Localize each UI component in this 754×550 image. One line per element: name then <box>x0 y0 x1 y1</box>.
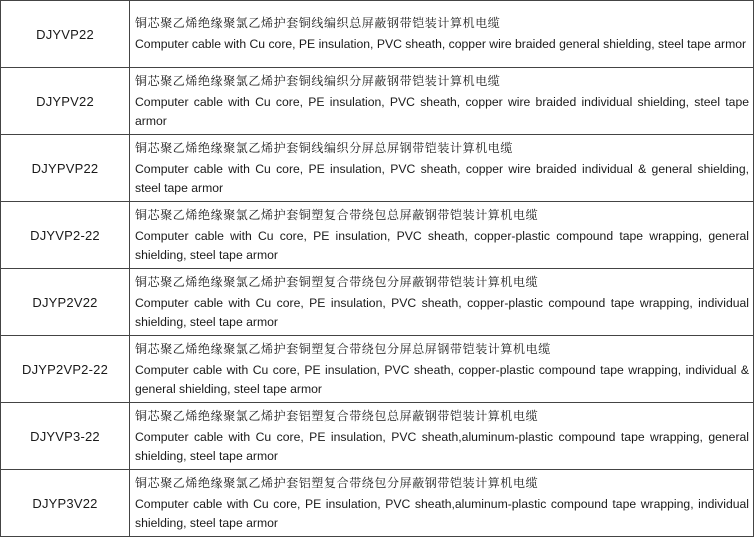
description-english: Computer cable with Cu core, PE insulation, PVC sheath, copper-plastic compound tape wrapping, individual & general shielding, steel tape armor <box>135 362 749 396</box>
description-chinese: 铜芯聚乙烯绝缘聚氯乙烯护套铜线编织分屏总屏钢带铠装计算机电缆 <box>135 140 514 155</box>
table-row <box>1 135 754 202</box>
model-code: DJYVP3-22 <box>1 403 130 470</box>
table-row <box>1 202 754 269</box>
table-row <box>1 403 754 470</box>
description-cell <box>130 470 754 537</box>
description-chinese: 铜芯聚乙烯绝缘聚氯乙烯护套铜线编织总屏蔽钢带铠装计算机电缆 <box>135 16 501 30</box>
model-code: DJYPV22 <box>1 68 130 135</box>
description-cell <box>130 68 754 135</box>
model-code: DJYP3V22 <box>1 470 130 537</box>
description-chinese: 铜芯聚乙烯绝缘聚氯乙烯护套铜塑复合带绕包分屏蔽钢带铠装计算机电缆 <box>135 274 539 289</box>
table-row <box>1 1 754 68</box>
table-row <box>1 68 754 135</box>
description-english: Computer cable with Cu core, PE insulation, PVC sheath,aluminum-plastic compound tape wrapping, general shielding, steel tape armor <box>135 429 749 463</box>
description-chinese: 铜芯聚乙烯绝缘聚氯乙烯护套铜塑复合带绕包分屏总屏钢带铠装计算机电缆 <box>135 341 551 356</box>
description-cell <box>130 135 754 202</box>
table-row <box>1 470 754 537</box>
description-english: Computer cable with Cu core, PE insulation, PVC sheath,aluminum-plastic compound tape wrapping, individual shielding, steel tape armor <box>135 496 749 530</box>
description-cell <box>130 1 754 68</box>
description-chinese: 铜芯聚乙烯绝缘聚氯乙烯护套铜塑复合带绕包总屏蔽钢带铠装计算机电缆 <box>135 207 539 222</box>
table-row <box>1 336 754 403</box>
description-chinese: 铜芯聚乙烯绝缘聚氯乙烯护套铜线编织分屏蔽钢带铠装计算机电缆 <box>135 73 501 88</box>
model-code: DJYP2VP2-22 <box>1 336 130 403</box>
model-code: DJYVP2-22 <box>1 202 130 269</box>
description-cell <box>130 269 754 336</box>
description-english: Computer cable with Cu core, PE insulation, PVC sheath, copper-plastic compound tape wrapping, individual shielding, steel tape armor <box>135 295 749 329</box>
description-chinese: 铜芯聚乙烯绝缘聚氯乙烯护套铝塑复合带绕包总屏蔽钢带铠装计算机电缆 <box>135 408 539 423</box>
model-code: DJYP2V22 <box>1 269 130 336</box>
description-english: Computer cable with Cu core, PE insulation, PVC sheath, copper wire braided general shielding, steel tape armor <box>135 37 747 51</box>
description-cell <box>130 202 754 269</box>
model-code: DJYPVP22 <box>1 135 130 202</box>
model-code: DJYVP22 <box>1 1 130 68</box>
description-english: Computer cable with Cu core, PE insulation, PVC sheath, copper wire braided individual & general shielding, steel tape armor <box>135 161 749 195</box>
description-cell <box>130 403 754 470</box>
description-chinese: 铜芯聚乙烯绝缘聚氯乙烯护套铝塑复合带绕包分屏蔽钢带铠装计算机电缆 <box>135 475 539 490</box>
description-cell <box>130 336 754 403</box>
description-english: Computer cable with Cu core, PE insulation, PVC sheath, copper wire braided individual shielding, steel tape armor <box>135 94 749 128</box>
description-english: Computer cable with Cu core, PE insulation, PVC sheath, copper-plastic compound tape wrapping, general shielding, steel tape armor <box>135 228 749 262</box>
table-row <box>1 269 754 336</box>
